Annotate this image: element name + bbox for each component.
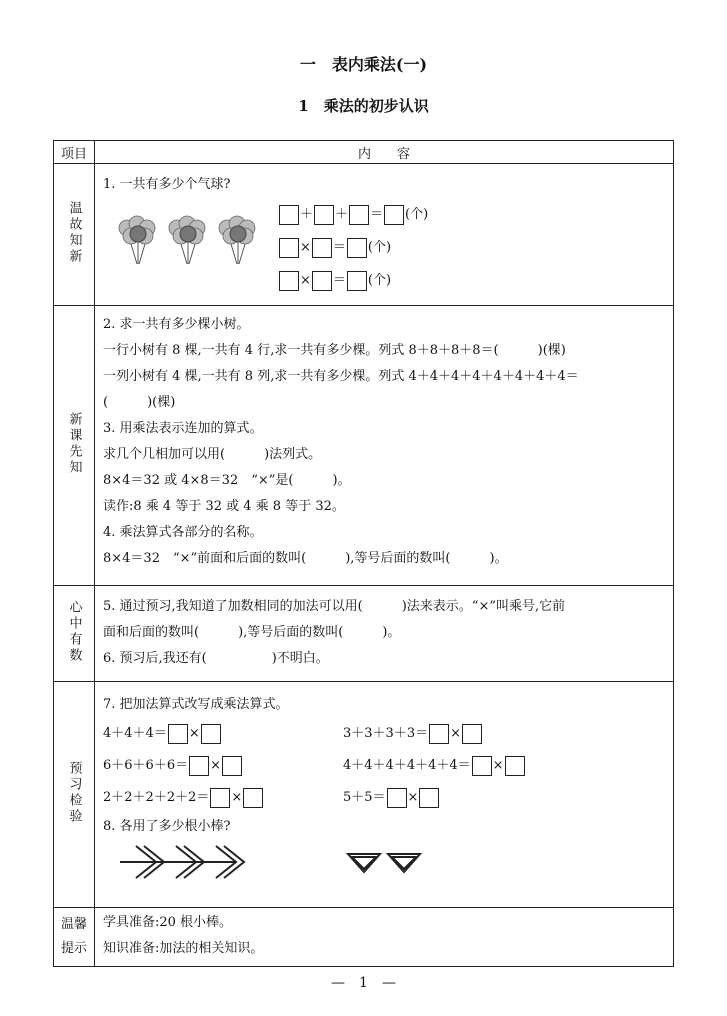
answer-box[interactable] (279, 238, 299, 258)
answer-box[interactable] (347, 271, 367, 291)
section-preview (95, 306, 674, 586)
triangle-sticks-icon (348, 854, 420, 872)
balloon-bunch-icon (169, 216, 205, 264)
answer-box[interactable] (462, 724, 482, 744)
section-check (95, 586, 674, 682)
text-line: 面和后面的数叫( ),等号后面的数叫( )。 (103, 625, 401, 640)
balloons-image (115, 214, 280, 274)
section-label-tips: 温馨 提示 (54, 908, 95, 967)
text-line: 求几个几相加可以用( )法列式。 (103, 447, 322, 462)
text-line: 5. 通过预习,我知道了加数相同的加法可以用( )法来表示。“×”叫乘号,它前 (103, 599, 566, 614)
section-label-preview: 新课先知 (54, 306, 95, 586)
section-label-test: 预习检验 (54, 682, 95, 908)
section-review (95, 164, 674, 306)
expr-row: 2＋2＋2＋2＋2＝ × 5＋5＝ × (103, 782, 665, 814)
answer-box[interactable] (279, 205, 299, 225)
answer-box[interactable] (347, 238, 367, 258)
answer-box[interactable] (314, 205, 334, 225)
question-7: 7. 把加法算式改写成乘法算式。 (103, 697, 289, 712)
answer-box[interactable] (279, 271, 299, 291)
answer-box[interactable] (384, 205, 404, 225)
page-number: — 1 — (331, 975, 396, 991)
text-line: 6. 预习后,我还有( )不明白。 (103, 651, 329, 666)
text-line: 8×4＝32 “×”前面和后面的数叫( ),等号后面的数叫( )。 (103, 551, 508, 566)
text-line: 读作:8 乘 4 等于 32 或 4 乘 8 等于 32。 (103, 499, 345, 514)
answer-box[interactable] (243, 788, 263, 808)
section-tips (95, 908, 674, 967)
question-1: 1. 一共有多少个气球? (103, 177, 231, 192)
section-test (95, 682, 674, 908)
text-line: 4. 乘法算式各部分的名称。 (103, 525, 263, 540)
answer-line-multiply-2: × ＝ (个) (278, 264, 428, 297)
text-line: 一列小树有 4 棵,一共有 8 列,求一共有多少棵。列式 4＋4＋4＋4＋4＋4＋4＋4＝ (103, 369, 579, 384)
sticks-figures (118, 844, 458, 884)
text-line: ( )(棵) (103, 395, 176, 410)
answer-box[interactable] (189, 756, 209, 776)
answer-box[interactable] (210, 788, 230, 808)
question-8: 8. 各用了多少根小棒? (103, 819, 231, 834)
answer-box[interactable] (387, 788, 407, 808)
answer-box[interactable] (419, 788, 439, 808)
answer-box[interactable] (168, 724, 188, 744)
text-line: 3. 用乘法表示连加的算式。 (103, 421, 263, 436)
answer-box[interactable] (312, 238, 332, 258)
expr-row: 4＋4＋4＝ × 3＋3＋3＋3＝ × (103, 718, 665, 750)
section-label-check: 心中有数 (54, 586, 95, 682)
section-label-review: 温故知新 (54, 164, 95, 306)
balloon-bunch-icon (219, 216, 255, 264)
answer-box[interactable] (429, 724, 449, 744)
header-content: 内 容 (95, 141, 674, 164)
page-title: 一 表内乘法(一) (299, 55, 428, 74)
worksheet-table (53, 140, 674, 967)
answer-box[interactable] (201, 724, 221, 744)
arrow-sticks-icon (120, 846, 244, 878)
text-line: 2. 求一共有多少棵小树。 (103, 317, 250, 332)
answer-box[interactable] (222, 756, 242, 776)
tip-line: 知识准备:加法的相关知识。 (103, 941, 264, 956)
answer-box[interactable] (472, 756, 492, 776)
expr-row: 6＋6＋6＋6＝ × 4＋4＋4＋4＋4＋4＝ × (103, 750, 665, 782)
header-item: 项目 (54, 141, 95, 164)
tip-line: 学具准备:20 根小棒。 (103, 915, 233, 930)
answer-box[interactable] (349, 205, 369, 225)
balloon-bunch-icon (119, 216, 155, 264)
answer-box[interactable] (312, 271, 332, 291)
answer-line-multiply-1: × ＝ (个) (278, 231, 428, 264)
text-line: 8×4＝32 或 4×8＝32 “×”是( )。 (103, 473, 351, 488)
lesson-title: 1 乘法的初步认识 (298, 97, 429, 115)
answer-box[interactable] (505, 756, 525, 776)
answer-line-addition: ＋ ＋ ＝ (个) (278, 198, 428, 231)
text-line: 一行小树有 8 棵,一共有 4 行,求一共有多少棵。列式 8＋8＋8＋8＝( )(棵) (103, 343, 566, 358)
